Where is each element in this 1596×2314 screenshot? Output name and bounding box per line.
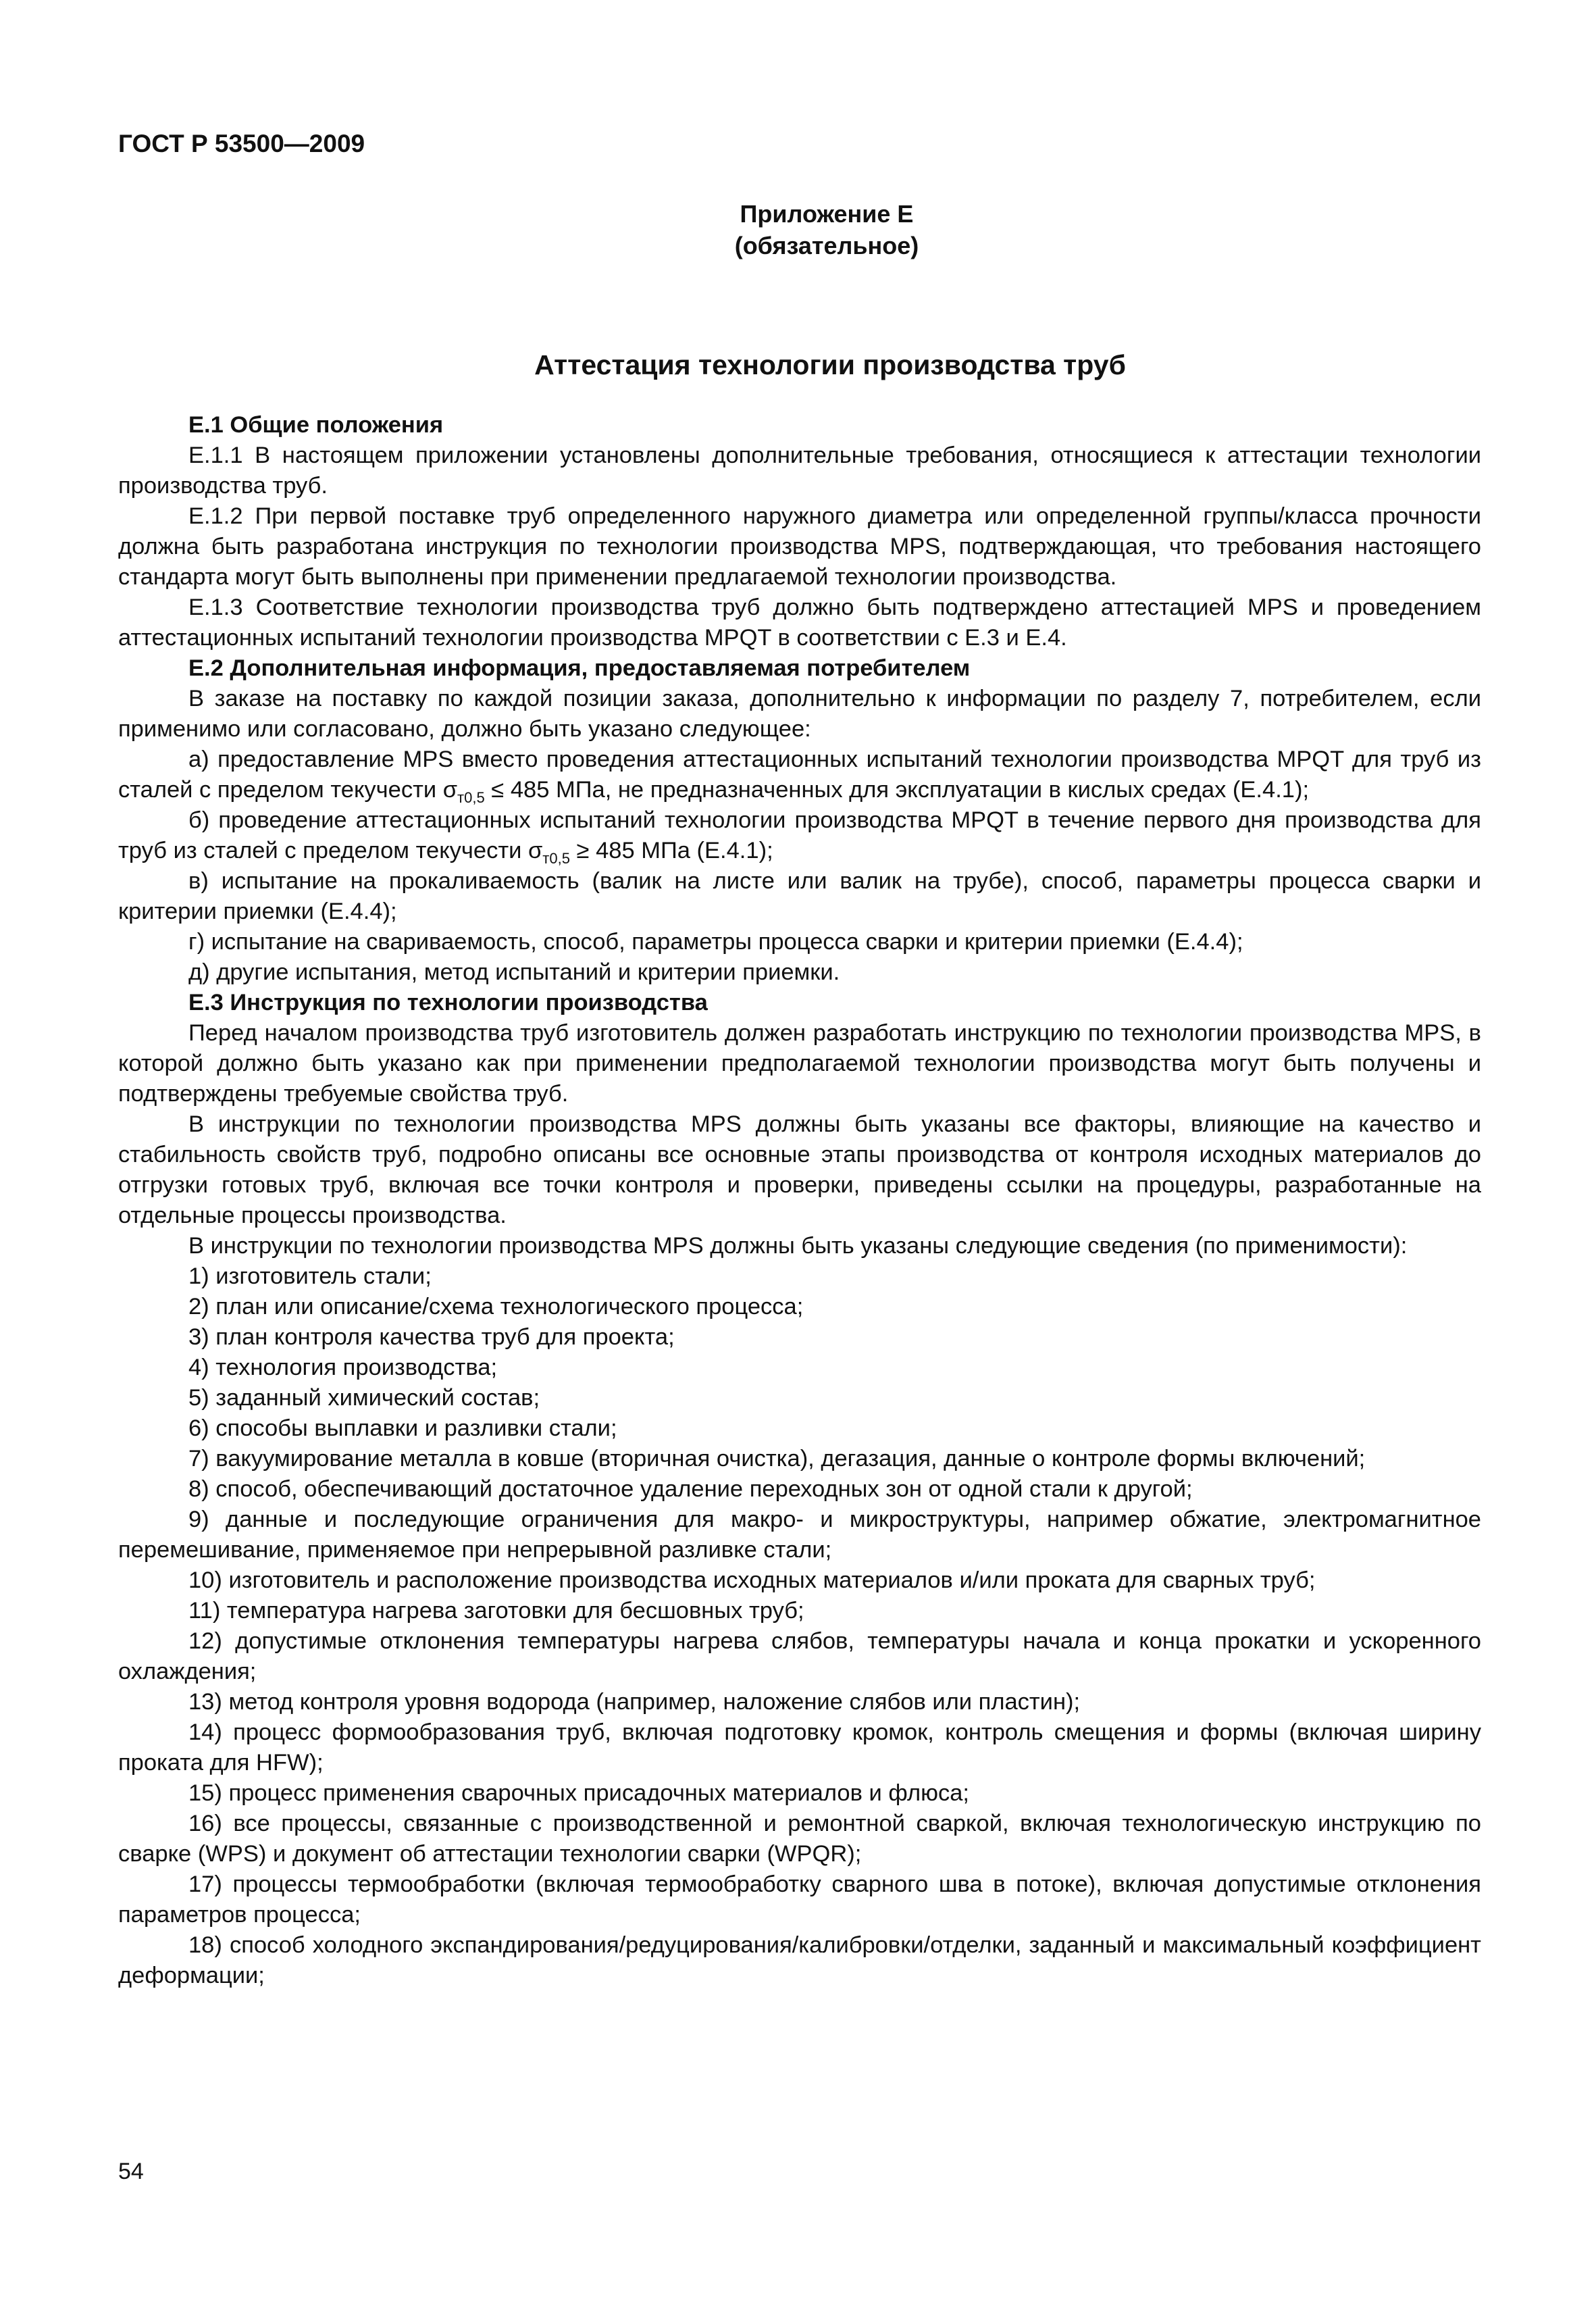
- list-item: 3) план контроля качества труб для проекта;: [188, 1324, 675, 1350]
- item-text: а) предоставление MPS вместо проведения аттестационных испытаний технологии производства MPQT для труб из сталей с пределом текучести σ: [118, 747, 1481, 803]
- paragraph-e1-2: Е.1.2 При первой поставке труб определенного наружного диаметра или определенной группы/класса прочности должна быть разработана инструкция по технологии производства MPS, подтверждающая, что требования настоящего стандарта могут быть выполнены при применении предлагаемой технологии производства.: [118, 503, 1481, 590]
- annex-status: (обязательное): [734, 232, 919, 259]
- list-item: 10) изготовитель и расположение производства исходных материалов и/или проката для сварных труб;: [188, 1567, 1316, 1593]
- list-item-e2-c: в) испытание на прокаливаемость (валик на листе или валик на трубе), способ, параметры процесса сварки и критерии приемки (Е.4.4);: [118, 868, 1481, 924]
- list-item-e2-d: г) испытание на свариваемость, способ, параметры процесса сварки и критерии приемки (Е.4.4);: [188, 929, 1243, 955]
- list-item: 6) способы выплавки и разливки стали;: [188, 1415, 617, 1441]
- list-item-e2-b: [118, 805, 1481, 866]
- list-item: 11) температура нагрева заготовки для бесшовных труб;: [188, 1598, 804, 1624]
- list-item: 18) способ холодного экспандирования/редуцирования/калибровки/отделки, заданный и максимальный коэффициент деформации;: [118, 1932, 1481, 1988]
- subscript: т0,5: [542, 850, 570, 867]
- item-text: ≥ 485 МПа (Е.4.1);: [569, 838, 773, 863]
- list-item: 7) вакуумирование металла в ковше (вторичная очистка), дегазация, данные о контроле формы включений;: [188, 1446, 1366, 1472]
- list-item: 14) процесс формообразования труб, включая подготовку кромок, контроль смещения и формы (включая ширину проката для HFW);: [118, 1719, 1481, 1776]
- list-item-e2-a: [118, 745, 1481, 805]
- list-item: 17) процессы термообработки (включая термообработку сварного шва в потоке), включая допустимые отклонения параметров процесса;: [118, 1871, 1481, 1928]
- list-item: 8) способ, обеспечивающий достаточное удаление переходных зон от одной стали к другой;: [188, 1476, 1193, 1502]
- list-item-e2-e: д) другие испытания, метод испытаний и критерии приемки.: [188, 959, 840, 985]
- list-item: 12) допустимые отклонения температуры нагрева слябов, температуры начала и конца прокатки и ускоренного охлаждения;: [118, 1628, 1481, 1684]
- section-heading-e2: Е.2 Дополнительная информация, предоставляемая потребителем: [188, 655, 971, 681]
- section-heading-e3: Е.3 Инструкция по технологии производства: [188, 990, 708, 1015]
- page-number: 54: [118, 2159, 144, 2184]
- list-item: 13) метод контроля уровня водорода (например, наложение слябов или пластин);: [188, 1689, 1081, 1715]
- paragraph-e1-3: Е.1.3 Соответствие технологии производства труб должно быть подтверждено аттестацией MPS и проведением аттестационных испытаний технологии производства MPQT в соответствии с Е.3 и Е.4.: [118, 595, 1481, 651]
- standard-designation: ГОСТ Р 53500—2009: [118, 130, 365, 157]
- list-item: 2) план или описание/схема технологического процесса;: [188, 1294, 804, 1319]
- list-item: 9) данные и последующие ограничения для макро- и микроструктуры, например обжатие, электромагнитное перемешивание, применяемое при непрерывной разливке стали;: [118, 1507, 1481, 1563]
- annex-label: Приложение Е: [740, 200, 914, 228]
- paragraph-e1-1: Е.1.1 В настоящем приложении установлены дополнительные требования, относящиеся к аттестации технологии производства труб.: [118, 443, 1481, 499]
- paragraph-e2-intro: В заказе на поставку по каждой позиции заказа, дополнительно к информации по разделу 7, потребителем, если применимо или согласовано, должно быть указано следующее:: [118, 686, 1481, 742]
- list-item: 1) изготовитель стали;: [188, 1263, 432, 1289]
- list-item: 15) процесс применения сварочных присадочных материалов и флюса;: [188, 1780, 970, 1806]
- list-item: 16) все процессы, связанные с производственной и ремонтной сваркой, включая технологическую инструкцию по сварке (WPS) и документ об аттестации технологии сварки (WPQR);: [118, 1811, 1481, 1867]
- item-text: б) проведение аттестационных испытаний технологии производства MPQT в течение первого дня производства для труб из сталей с пределом текучести σ: [118, 807, 1481, 863]
- paragraph-e3-2: В инструкции по технологии производства MPS должны быть указаны все факторы, влияющие на качество и стабильность свойств труб, подробно описаны все основные этапы производства от контроля исходных материалов до отгрузки готовых труб, включая все точки контроля и проверки, приведены ссылки на процедуры, разработанные на отдельные процессы производства.: [118, 1111, 1481, 1228]
- annex-title: Аттестация технологии производства труб: [534, 349, 1126, 380]
- list-item: 4) технология производства;: [188, 1355, 498, 1380]
- section-heading-e1: Е.1 Общие положения: [188, 412, 444, 438]
- subscript: т0,5: [457, 789, 485, 806]
- paragraph-e3-3: В инструкции по технологии производства MPS должны быть указаны следующие сведения (по применимости):: [188, 1233, 1408, 1259]
- item-text: ≤ 485 МПа, не предназначенных для эксплуатации в кислых средах (Е.4.1);: [484, 777, 1310, 803]
- paragraph-e3-1: Перед началом производства труб изготовитель должен разработать инструкцию по технологии производства MPS, в которой должно быть указано как при применении предполагаемой технологии производства могут быть получены и подтверждены требуемые свойства труб.: [118, 1020, 1481, 1107]
- list-item: 5) заданный химический состав;: [188, 1385, 540, 1411]
